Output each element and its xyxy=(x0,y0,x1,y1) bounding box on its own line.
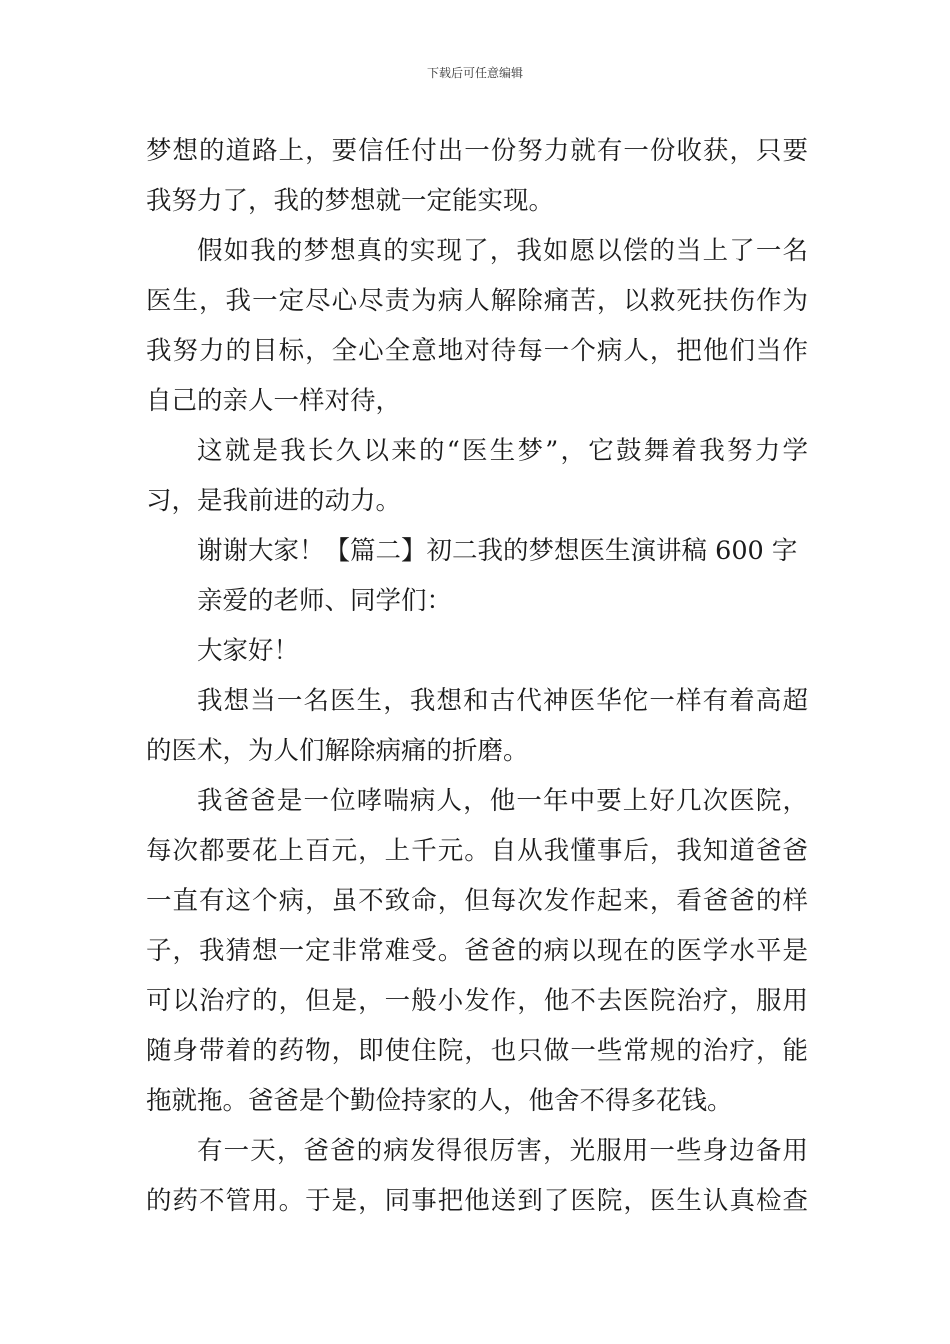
text-line: 子，我猜想一定非常难受。爸爸的病以现在的医学水平是 xyxy=(146,936,808,966)
text-line: 医生，我一定尽心尽责为病人解除痛苦，以救死扶伤作为 xyxy=(146,286,808,316)
paragraph-start-line: 有一天，爸爸的病发得很厉害，光服用一些身边备用 xyxy=(197,1136,808,1166)
paragraph-start-line: 我想当一名医生，我想和古代神医华佗一样有着高超 xyxy=(197,686,808,716)
document-body xyxy=(146,126,808,1226)
text-line: 每次都要花上百元，上千元。自从我懂事后，我知道爸爸 xyxy=(146,836,808,866)
text-line: 的医术，为人们解除病痛的折磨。 xyxy=(146,736,529,766)
text-line: 梦想的道路上，要信任付出一份努力就有一份收获，只要 xyxy=(146,136,808,166)
paragraph-start-line: 这就是我长久以来的“医生梦”，它鼓舞着我努力学 xyxy=(197,436,808,466)
text-line: 的药不管用。于是，同事把他送到了医院，医生认真检查 xyxy=(146,1186,808,1216)
paragraph-start-line: 假如我的梦想真的实现了，我如愿以偿的当上了一名 xyxy=(197,236,808,266)
text-line: 随身带着的药物，即使住院，也只做一些常规的治疗，能 xyxy=(146,1036,808,1066)
greeting-line: 大家好！ xyxy=(197,636,300,666)
salutation-line: 亲爱的老师、同学们： xyxy=(197,586,453,616)
text-line: 可以治疗的，但是，一般小发作，他不去医院治疗，服用 xyxy=(146,986,808,1016)
page-header: 下载后可任意编辑 xyxy=(426,66,523,80)
text-line: 一直有这个病，虽不致命，但每次发作起来，看爸爸的样 xyxy=(146,886,808,916)
text-line: 我努力的目标，全心全意地对待每一个病人，把他们当作 xyxy=(146,336,808,366)
text-line: 我努力了，我的梦想就一定能实现。 xyxy=(146,186,555,216)
paragraph-start-line: 我爸爸是一位哮喘病人，他一年中要上好几次医院， xyxy=(197,786,808,816)
section-heading-line: 谢谢大家！【篇二】初二我的梦想医生演讲稿 600 字 xyxy=(197,536,798,566)
text-line: 习，是我前进的动力。 xyxy=(146,486,402,516)
text-line: 拖就拖。爸爸是个勤俭持家的人，他舍不得多花钱。 xyxy=(146,1086,733,1116)
text-line: 自己的亲人一样对待， xyxy=(146,386,402,416)
